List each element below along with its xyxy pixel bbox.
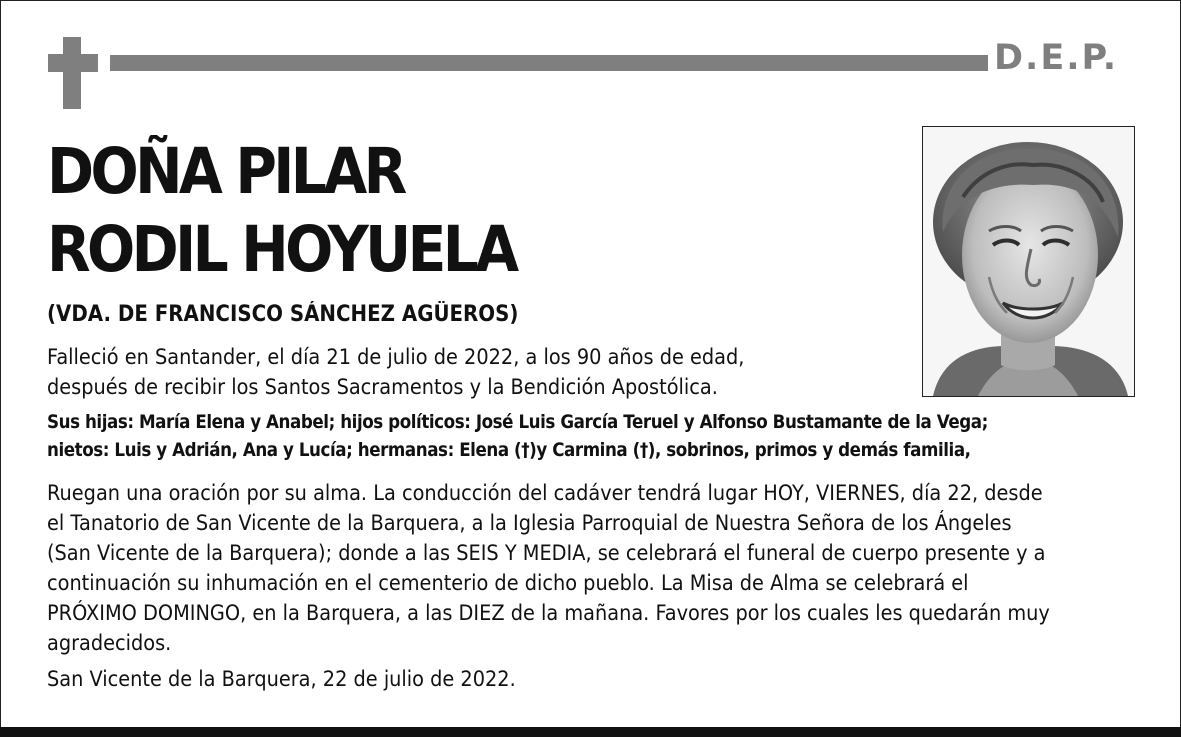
- place-date: San Vicente de la Barquera, 22 de julio de 2022.: [47, 667, 516, 691]
- rip-label: D.E.P.: [994, 38, 1119, 78]
- portrait-illustration: [923, 127, 1134, 396]
- deceased-name-line-1: DOÑA PILAR: [47, 135, 404, 208]
- portrait-photo: [922, 126, 1135, 397]
- ceremony-line: PRÓXIMO DOMINGO, en la Barquera, a las DIEZ de la mañana. Favores por los cuales les quedarán muy: [47, 601, 1050, 625]
- family-line: Sus hijas: María Elena y Anabel; hijos políticos: José Luis García Teruel y Alfonso Bustamante de la Vega;: [47, 411, 988, 433]
- cross-horizontal-bar: [48, 54, 98, 72]
- ceremony-line: continuación su inhumación en el cementerio de dicho pueblo. La Misa de Alma se celebrará el: [47, 571, 969, 595]
- ceremony-line: Ruegan una oración por su alma. La conducción del cadáver tendrá lugar HOY, VIERNES, día 22, desde: [47, 481, 1043, 505]
- death-notice-line: después de recibir los Santos Sacramentos y la Bendición Apostólica.: [47, 375, 718, 399]
- widow-note: (VDA. DE FRANCISCO SÁNCHEZ AGÜEROS): [47, 302, 519, 327]
- ceremony-line: agradecidos.: [47, 631, 172, 655]
- death-notice-line: Falleció en Santander, el día 21 de julio de 2022, a los 90 años de edad,: [47, 345, 745, 369]
- family-line: nietos: Luis y Adrián, Ana y Lucía; hermanas: Elena (†)y Carmina (†), sobrinos, primos y demás familia,: [47, 439, 971, 461]
- ceremony-details: [47, 478, 1050, 658]
- ceremony-line: (San Vicente de la Barquera); donde a las SEIS Y MEDIA, se celebrará el funeral de cuerpo presente y a: [47, 541, 1046, 565]
- header-rule: [110, 55, 988, 71]
- family-list: [47, 408, 988, 464]
- ceremony-line: el Tanatorio de San Vicente de la Barquera, a la Iglesia Parroquial de Nuestra Señora de los Ángeles: [47, 511, 1012, 535]
- cross-vertical-bar: [63, 37, 81, 109]
- bottom-bar: [0, 727, 1181, 737]
- death-notice: [47, 342, 744, 402]
- deceased-name-line-2: RODIL HOYUELA: [47, 213, 516, 286]
